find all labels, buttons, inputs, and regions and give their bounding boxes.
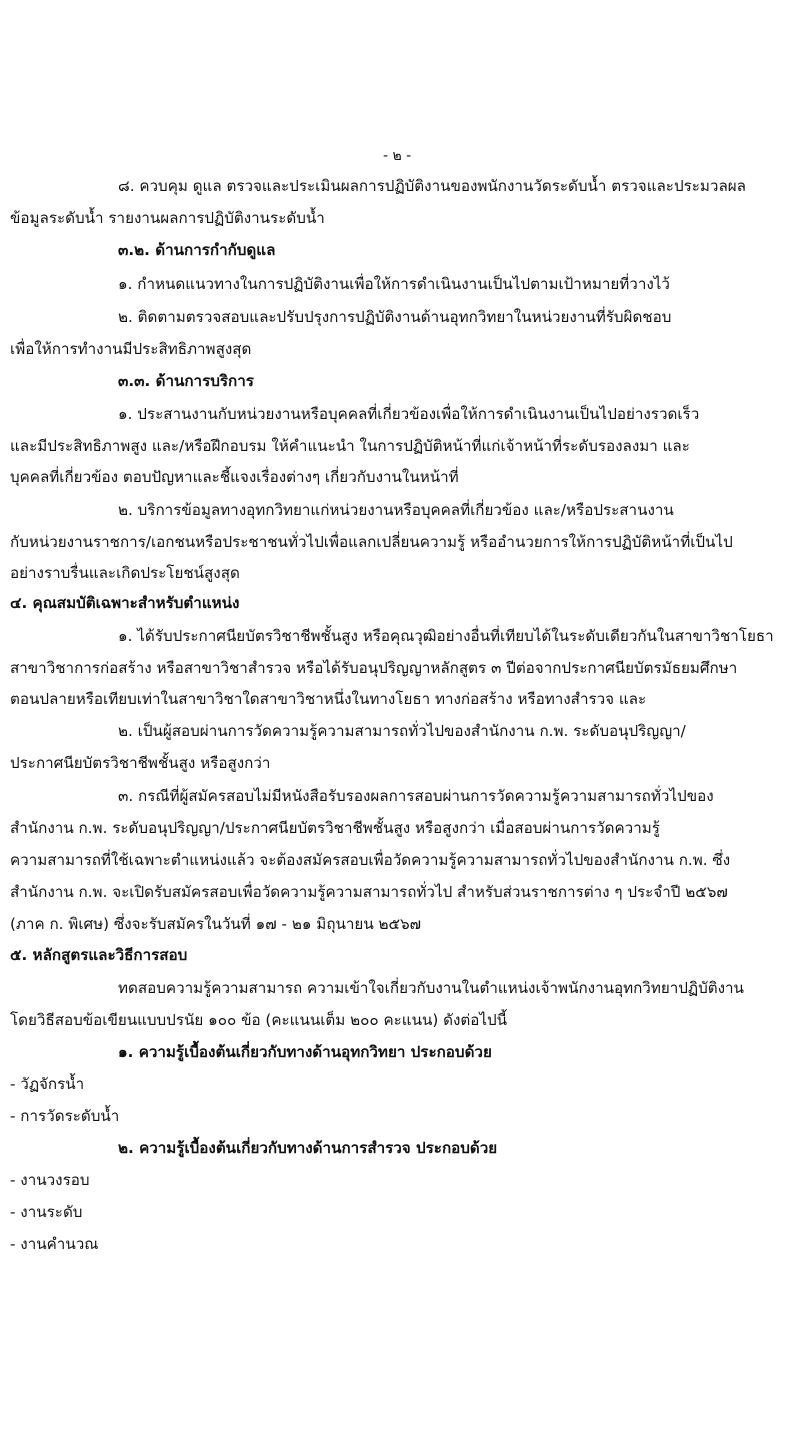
sec4-item3-line4: สำนักงาน ก.พ. จะเปิดรับสมัครสอบเพื่อวัดความรู้ความสามารถทั่วไป สำหรับส่วนราชการต่าง ๆ ประจำปี ๒๕๖๗ <box>10 883 728 901</box>
sec4-item2-line2: ประกาศนียบัตรวิชาชีพชั้นสูง หรือสูงกว่า <box>10 754 271 772</box>
sec3-3-item2-line1: ๒. บริการข้อมูลทางอุทกวิทยาแก่หน่วยงานหรือบุคคลที่เกี่ยวข้อง และ/หรือประสานงาน <box>118 501 674 519</box>
sec5-heading: ๕. หลักสูตรและวิธีการสอบ <box>10 946 188 964</box>
sec3-2-item1: ๑. กำหนดแนวทางในการปฏิบัติงานเพื่อให้การดำเนินงานเป็นไปตามเป้าหมายที่วางไว้ <box>118 275 670 293</box>
sec3-item8-line2: ข้อมูลระดับน้ำ รายงานผลการปฏิบัติงานระดับน้ำ <box>10 209 325 227</box>
sec3-3-item1-line1: ๑. ประสานงานกับหน่วยงานหรือบุคคลที่เกี่ยวข้องเพื่อให้การดำเนินงานเป็นไปอย่างรวดเร็ว <box>118 405 700 423</box>
sec3-2-item2-line1: ๒. ติดตามตรวจสอบและปรับปรุงการปฏิบัติงานด้านอุทกวิทยาในหน่วยงานที่รับผิดชอบ <box>118 308 672 326</box>
sec4-item2-line1: ๒. เป็นผู้สอบผ่านการวัดความรู้ความสามารถทั่วไปของสำนักงาน ก.พ. ระดับอนุปริญญา/ <box>118 722 686 740</box>
sec3-3-item1-line3: บุคคลที่เกี่ยวข้อง ตอบปัญหาและชี้แจงเรื่องต่างๆ เกี่ยวกับงานในหน้าที่ <box>10 468 459 486</box>
sec4-item3-line5: (ภาค ก. พิเศษ) ซึ่งจะรับสมัครในวันที่ ๑๗ - ๒๑ มิถุนายน ๒๕๖๗ <box>10 915 422 933</box>
sec5-sub2-heading: ๒. ความรู้เบื้องต้นเกี่ยวกับทางด้านการสำรวจ ประกอบด้วย <box>118 1139 498 1157</box>
sec3-item8-line1: ๘. ควบคุม ดูแล ตรวจและประเมินผลการปฏิบัติงานของพนักงานวัดระดับน้ำ ตรวจและประมวลผล <box>118 177 746 195</box>
list-item: - งานระดับ <box>10 1203 83 1221</box>
sec4-item3-line1: ๓. กรณีที่ผู้สมัครสอบไม่มีหนังสือรับรองผลการสอบผ่านการวัดความรู้ความสามารถทั่วไปของ <box>118 787 714 805</box>
sec3-2-heading: ๓.๒. ด้านการกำกับดูแล <box>118 241 276 259</box>
sec4-item3-line2: สำนักงาน ก.พ. ระดับอนุปริญญา/ประกาศนียบัตรวิชาชีพชั้นสูง หรือสูงกว่า เมื่อสอบผ่านการวัดความรู้ <box>10 819 660 837</box>
page-number: - ๒ - <box>383 148 412 164</box>
sec5-sub1-heading: ๑. ความรู้เบื้องต้นเกี่ยวกับทางด้านอุทกวิทยา ประกอบด้วย <box>118 1043 492 1061</box>
sec3-3-item1-line2: และมีประสิทธิภาพสูง และ/หรือฝึกอบรม ให้คำแนะนำ ในการปฏิบัติหน้าที่แก่เจ้าหน้าที่ระดับรองลงมา และ <box>10 437 690 455</box>
sec3-2-item2-line2: เพื่อให้การทำงานมีประสิทธิภาพสูงสุด <box>10 340 252 358</box>
sec4-item1-line2: สาขาวิชาการก่อสร้าง หรือสาขาวิชาสำรวจ หรือได้รับอนุปริญญาหลักสูตร ๓ ปีต่อจากประกาศนียบัตรมัธยมศึกษา <box>10 659 738 677</box>
sec3-3-heading: ๓.๓. ด้านการบริการ <box>118 372 254 390</box>
sec3-3-item2-line2: กับหน่วยงานราชการ/เอกชนหรือประชาชนทั่วไปเพื่อแลกเปลี่ยนความรู้ หรืออำนวยการให้การปฏิบัติหน้าที่เป็นไป <box>10 533 733 551</box>
sec4-heading: ๔. คุณสมบัติเฉพาะสำหรับตำแหน่ง <box>10 594 240 612</box>
list-item: - งานวงรอบ <box>10 1171 90 1189</box>
sec3-3-item2-line3: อย่างราบรื่นและเกิดประโยชน์สูงสุด <box>10 564 240 582</box>
sec5-intro-line2: โดยวิธีสอบข้อเขียนแบบปรนัย ๑๐๐ ข้อ (คะแนนเต็ม ๒๐๐ คะแนน) ดังต่อไปนี้ <box>10 1011 508 1029</box>
sec4-item1-line3: ตอนปลายหรือเทียบเท่าในสาขาวิชาใดสาขาวิชาหนึ่งในทางโยธา ทางก่อสร้าง หรือทางสำรวจ และ <box>10 690 647 708</box>
list-item: - วัฏจักรน้ำ <box>10 1075 85 1093</box>
list-item: - การวัดระดับน้ำ <box>10 1107 120 1125</box>
sec4-item1-line1: ๑. ได้รับประกาศนียบัตรวิชาชีพชั้นสูง หรือคุณวุฒิอย่างอื่นที่เทียบได้ในระดับเดียวกันในสาขาวิชาโยธา <box>118 627 774 645</box>
sec5-intro-line1: ทดสอบความรู้ความสามารถ ความเข้าใจเกี่ยวกับงานในตำแหน่งเจ้าพนักงานอุทกวิทยาปฏิบัติงาน <box>118 979 744 997</box>
sec4-item3-line3: ความสามารถที่ใช้เฉพาะตำแหน่งแล้ว จะต้องสมัครสอบเพื่อวัดความรู้ความสามารถทั่วไปของสำนักงาน ก.พ. ซึ่ง <box>10 851 731 869</box>
list-item: - งานคำนวณ <box>10 1235 99 1253</box>
